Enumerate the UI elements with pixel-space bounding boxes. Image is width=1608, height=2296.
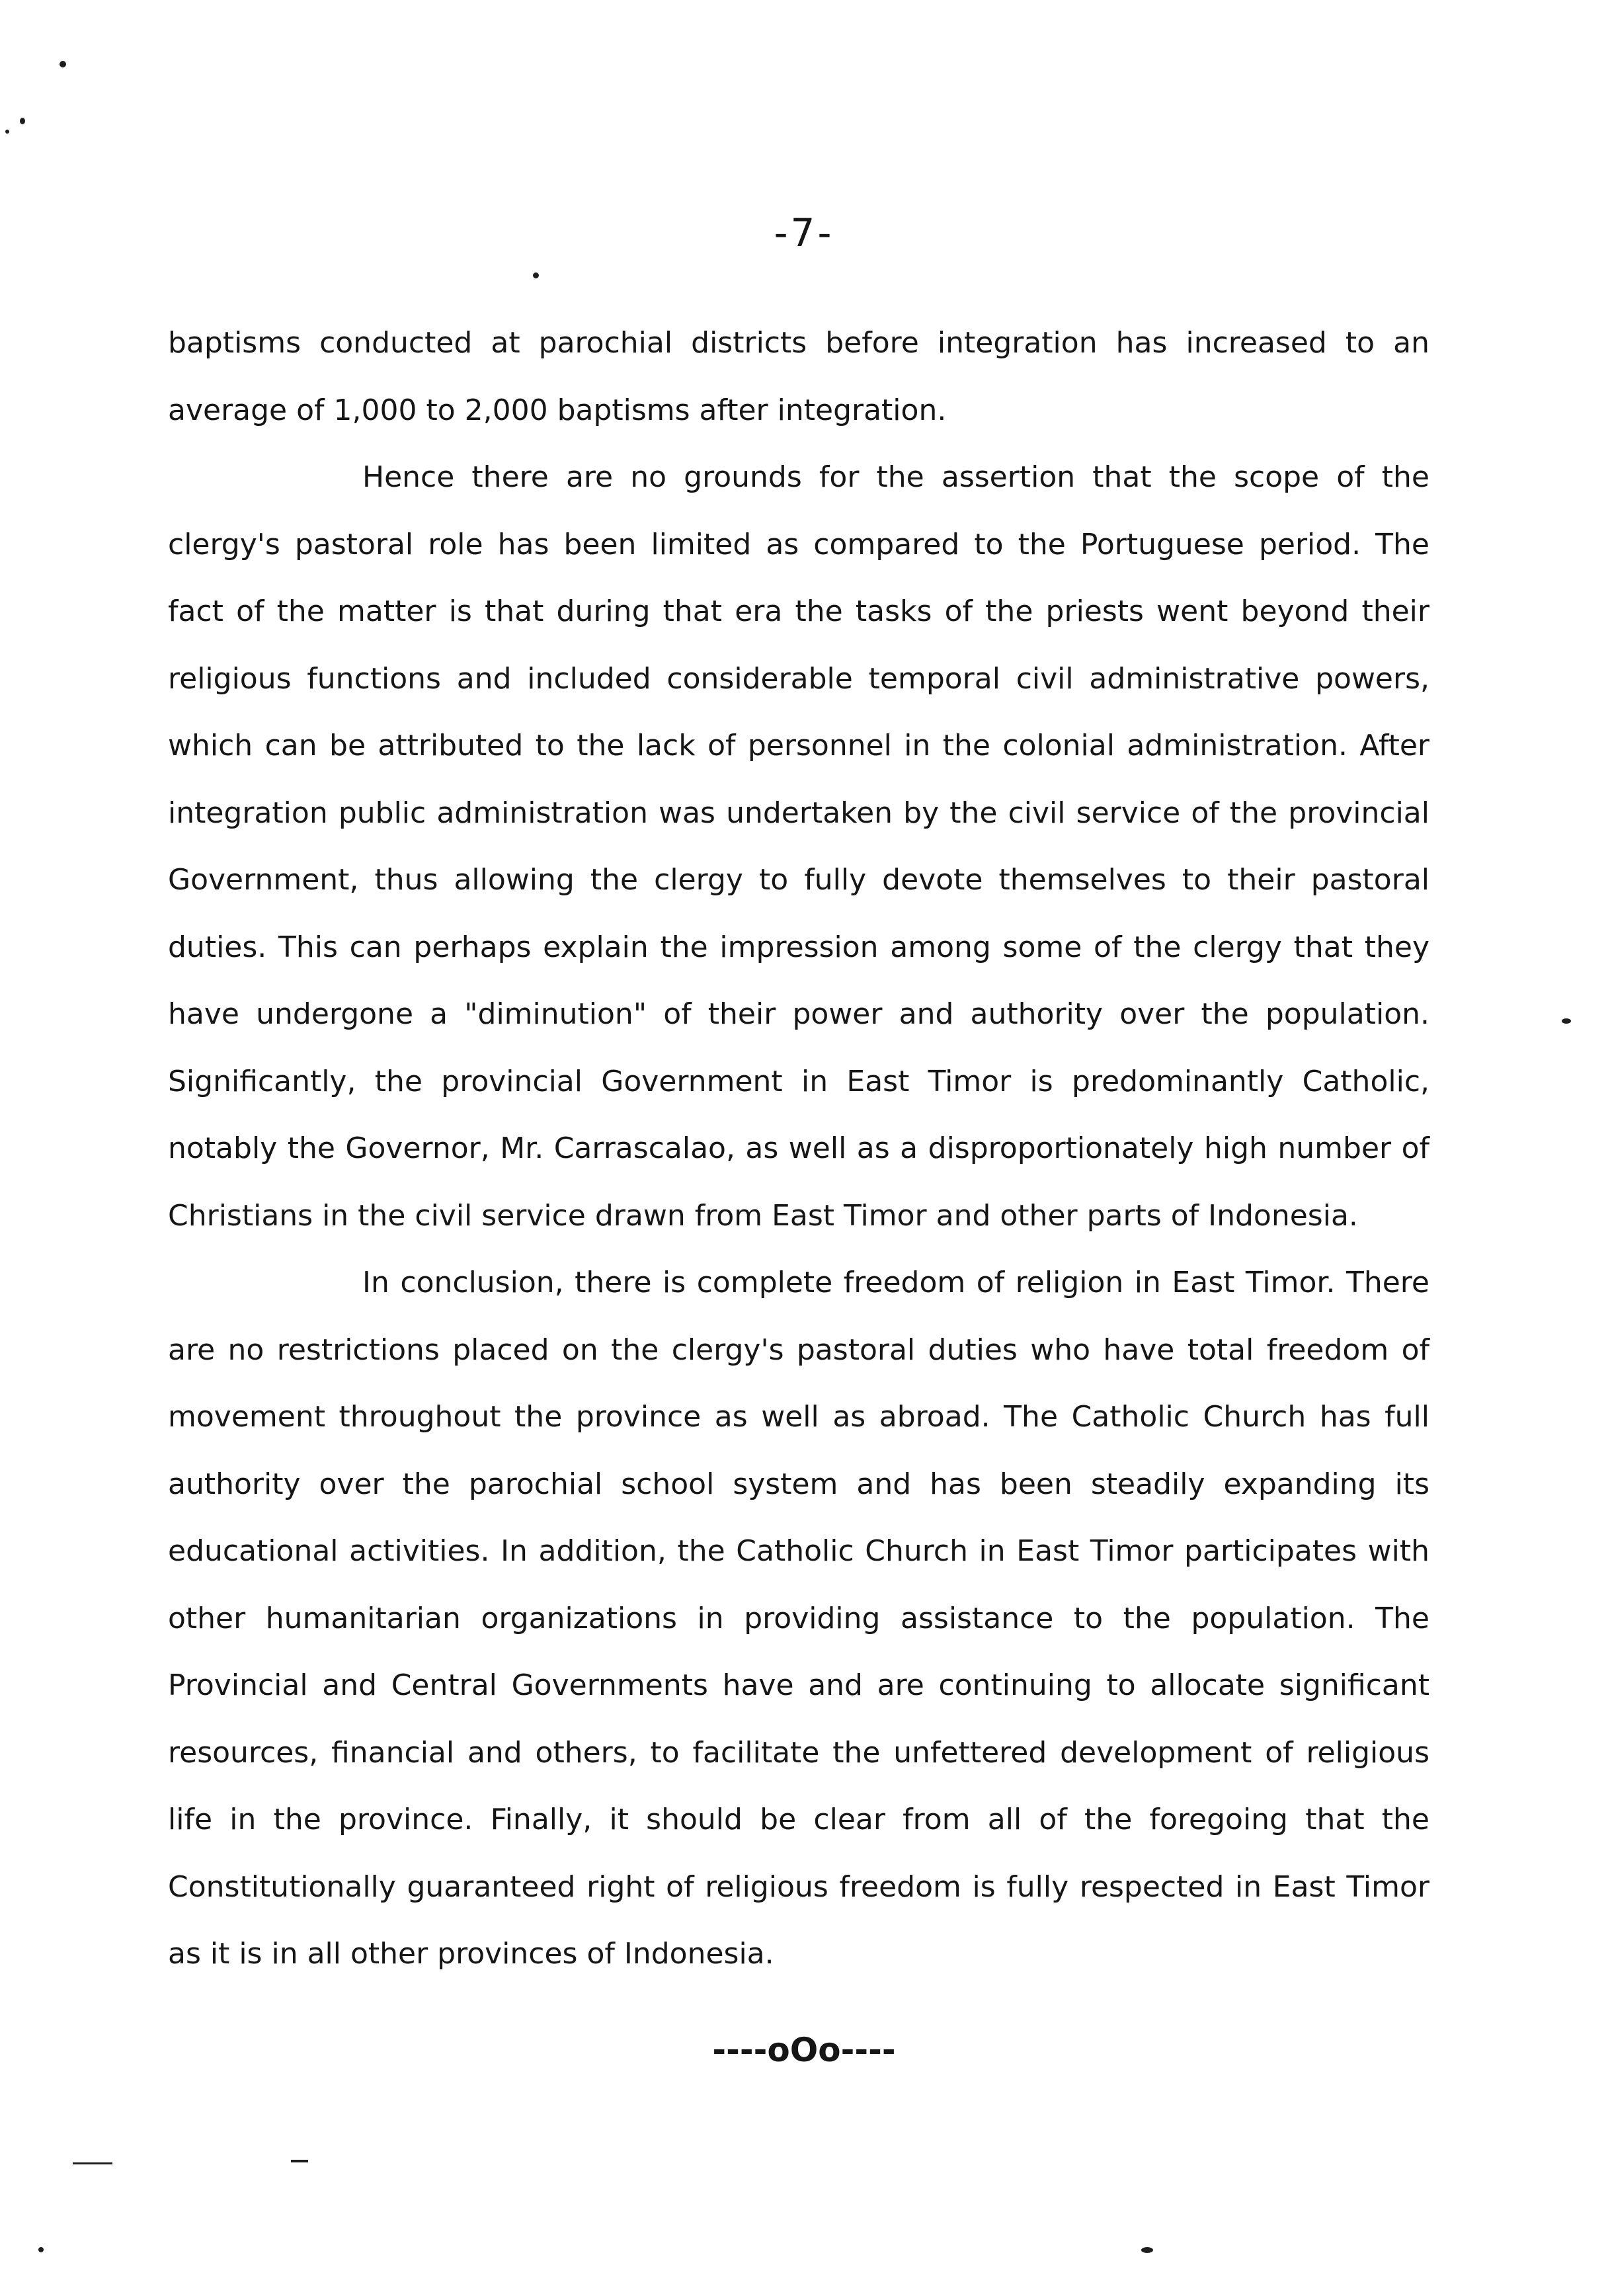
scan-mark (291, 2160, 308, 2162)
scan-speck (60, 61, 66, 67)
scan-speck (1141, 2247, 1153, 2253)
document-body (168, 309, 1429, 1988)
scan-speck (20, 118, 25, 124)
scan-speck (5, 130, 9, 134)
scan-mark (73, 2162, 112, 2164)
page-number: -7- (774, 210, 834, 255)
scan-speck (1562, 1018, 1571, 1024)
scan-speck (38, 2247, 44, 2252)
paragraph-continuation: baptisms conducted at parochial districts before integration has increased to an average of 1,000 to 2,000 baptisms after integration. (168, 326, 1429, 427)
paragraph-conclusion: In conclusion, there is complete freedom of religion in East Timor. There are no restrictions placed on the clergy's pastoral duties who have total freedom of movement throughout the province as well as abroad. The Catholic Church has full authority over the parochial school system and has been steadily expanding its educational activities. In addition, the Catholic Church in East Timor participates with other humanitarian organizations in providing assistance to the population. The Provincial and Central Governments have and are continuing to allocate significant resources, financial and others, to facilitate the unfettered development of religious life in the province. Finally, it should be clear from all of the foregoing that the Constitutionally guaranteed right of religious freedom is fully respected in East Timor as it is in all other provinces of Indonesia. (168, 1266, 1429, 1971)
end-of-document-mark: ----oOo---- (712, 2031, 896, 2069)
scan-speck (533, 272, 539, 278)
paragraph-pastoral-role: Hence there are no grounds for the assertion that the scope of the clergy's pastoral role has been limited as compared to the Portuguese period. The fact of the matter is that during that era the tasks of the priests went beyond their religious functions and included considerable temporal civil administrative powers, which can be attributed to the lack of personnel in the colonial administration. After integration public administration was undertaken by the civil service of the provincial Government, thus allowing the clergy to fully devote themselves to their pastoral duties. This can perhaps explain the impression among some of the clergy that they have undergone a "diminution" of their power and authority over the population. Significantly, the provincial Government in East Timor is predominantly Catholic, notably the Governor, Mr. Carrascalao, as well as a disproportionately high number of Christians in the civil service drawn from East Timor and other parts of Indonesia. (168, 460, 1429, 1233)
